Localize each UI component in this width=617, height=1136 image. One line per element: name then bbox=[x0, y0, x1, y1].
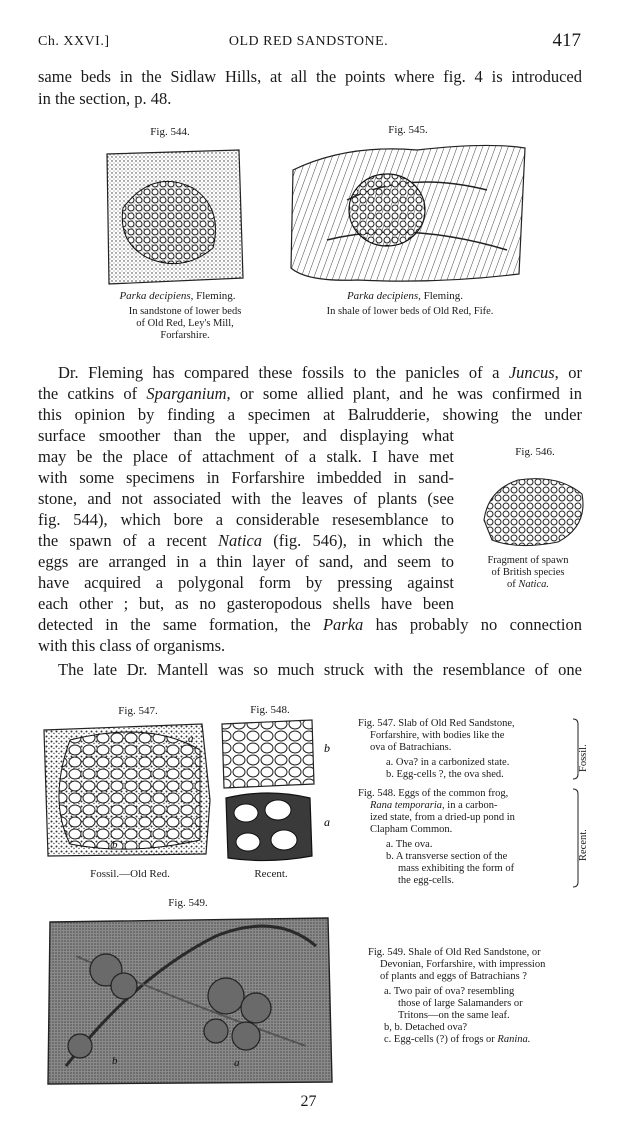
fig549-letter-a: a bbox=[234, 1057, 240, 1069]
text: the catkins of bbox=[38, 384, 147, 403]
text: , in a carbon- bbox=[442, 800, 498, 811]
caption-item bbox=[368, 1034, 586, 1046]
caption-item: b, b. Detached ova? bbox=[384, 1022, 468, 1033]
caption-line: of British species bbox=[491, 567, 565, 578]
page-number: 417 bbox=[552, 30, 581, 51]
caption-item: the egg-cells. bbox=[398, 875, 454, 886]
caption-item: b. Egg-cells ?, the ova shed. bbox=[386, 769, 504, 780]
caption-line: of Old Red, Ley's Mill, bbox=[136, 318, 234, 329]
fig547-letter-a: a bbox=[188, 733, 194, 745]
body-line bbox=[58, 362, 582, 383]
caption-item: those of large Salamanders or bbox=[398, 998, 523, 1009]
italic-term: Juncus bbox=[508, 363, 555, 382]
fig548-subtitle: Recent. bbox=[254, 868, 288, 880]
fig548-letter-b: b bbox=[324, 741, 330, 755]
fig544-illustration bbox=[103, 148, 245, 286]
running-header-chapter: Ch. XXVI.] bbox=[38, 34, 110, 49]
italic-term: Rana temporaria bbox=[370, 800, 443, 811]
body-line: have acquired a polygonal form by pressing against bbox=[38, 573, 454, 592]
fig548-letter-a: a bbox=[324, 815, 330, 829]
fig547-side-label: Fossil. bbox=[578, 744, 589, 772]
text: Dr. Fleming has compared these fossils to the panicles of a bbox=[58, 363, 509, 382]
fig547-label: Fig. 547. bbox=[118, 705, 158, 717]
fig544-caption-title bbox=[80, 290, 275, 302]
fig549-illustration bbox=[46, 916, 334, 1086]
body-line: with this class of organisms. bbox=[38, 636, 226, 655]
species-name: Parka decipiens bbox=[119, 290, 191, 302]
fig544-label: Fig. 544. bbox=[150, 126, 190, 138]
caption-line: Devonian, Forfarshire, with impression bbox=[380, 959, 546, 970]
body-line: with some specimens in Forfarshire imbedded in sand- bbox=[38, 468, 454, 487]
caption-line bbox=[466, 579, 590, 591]
fig545-label: Fig. 545. bbox=[388, 124, 428, 136]
fig546-illustration bbox=[478, 470, 590, 550]
fig547-caption bbox=[358, 718, 573, 781]
caption-item: a. Ova? in a carbonized state. bbox=[386, 757, 510, 768]
caption-line: Fragment of spawn bbox=[487, 555, 569, 566]
caption-line: Fig. 547. Slab of Old Red Sandstone, bbox=[358, 718, 515, 729]
species-author: , Fleming. bbox=[190, 290, 236, 302]
caption-line: Clapham Common. bbox=[370, 824, 453, 835]
fig547-subtitle: Fossil.—Old Red. bbox=[90, 868, 170, 880]
text: the spawn of a recent bbox=[38, 531, 219, 550]
caption-item: a. Two pair of ova? resembling bbox=[384, 986, 515, 997]
caption-line: ized state, from a dried-up pond in bbox=[370, 812, 515, 823]
body-line: stone, and not associated with the leaves of plants (see bbox=[38, 489, 454, 508]
text: c. Egg-cells (?) of frogs or bbox=[384, 1034, 498, 1045]
fig545-caption: In shale of lower beds of Old Red, Fife. bbox=[326, 306, 494, 317]
caption-item: mass exhibiting the form of bbox=[398, 863, 515, 874]
body-line bbox=[38, 614, 582, 635]
fig546-label: Fig. 546. bbox=[515, 446, 555, 458]
body-line: same beds in the Sidlaw Hills, at all the points where fig. 4 is introduced bbox=[38, 67, 582, 86]
body-line bbox=[38, 383, 582, 404]
text: , or some allied plant, and he was confirmed in bbox=[226, 384, 582, 403]
text: detected in the same formation, the bbox=[38, 615, 323, 634]
caption-line: of plants and eggs of Batrachians ? bbox=[380, 971, 527, 982]
fig547-letter-b: b bbox=[112, 839, 118, 851]
fig545-caption-title bbox=[300, 290, 510, 302]
species-name: Parka decipiens bbox=[346, 290, 419, 302]
caption-line bbox=[358, 800, 573, 812]
fig547-illustration bbox=[40, 720, 212, 858]
fig545-illustration bbox=[287, 140, 531, 286]
fig544-caption bbox=[105, 306, 265, 342]
species-author: , Fleming. bbox=[418, 290, 464, 302]
body-line: each other ; but, as no gasteropodous shells have been bbox=[38, 594, 454, 613]
body-line: The late Dr. Mantell was so much struck with the resemblance of one bbox=[58, 660, 582, 679]
text: , or bbox=[554, 363, 582, 382]
text: has probably no connection bbox=[363, 615, 582, 634]
caption-line: Fig. 549. Shale of Old Red Sandstone, or bbox=[368, 947, 541, 958]
italic-term: Sparganium bbox=[146, 384, 227, 403]
italic-term: Ranina. bbox=[497, 1034, 531, 1045]
body-line: eggs are arranged in a thin layer of sand, and seem to bbox=[38, 552, 454, 571]
caption-item: Tritons—on the same leaf. bbox=[398, 1010, 510, 1021]
fig549-label: Fig. 549. bbox=[168, 897, 208, 909]
body-line: this opinion by finding a specimen at Balrudderie, showing the under bbox=[38, 405, 582, 424]
body-line: surface smoother than the upper, and displaying what bbox=[38, 426, 454, 445]
fig549-caption bbox=[368, 947, 586, 1046]
signature-mark: 27 bbox=[300, 1093, 317, 1110]
fig546-caption bbox=[466, 555, 590, 591]
fig548-illustration bbox=[218, 718, 338, 864]
fig548-side-label: Recent. bbox=[578, 829, 589, 861]
caption-line: Fig. 548. Eggs of the common frog, bbox=[358, 788, 509, 799]
caption-line: ova of Batrachians. bbox=[370, 742, 452, 753]
running-header-title: OLD RED SANDSTONE. bbox=[228, 34, 389, 49]
body-line: fig. 544), which bore a considerable resesemblance to bbox=[38, 510, 454, 529]
body-line bbox=[38, 530, 454, 551]
caption-line: Forfarshire, with bodies like the bbox=[370, 730, 505, 741]
fig548-label: Fig. 548. bbox=[250, 704, 290, 716]
italic-term: Natica bbox=[218, 531, 263, 550]
italic-term: Natica. bbox=[518, 579, 549, 590]
caption-line: Forfarshire. bbox=[160, 330, 210, 341]
fig549-letter-b: b bbox=[112, 1055, 118, 1067]
italic-term: Parka bbox=[322, 615, 364, 634]
body-line: in the section, p. 48. bbox=[38, 89, 172, 108]
caption-item: a. The ova. bbox=[386, 839, 433, 850]
text: of bbox=[507, 579, 519, 590]
fig548-caption bbox=[358, 788, 573, 887]
caption-line: In sandstone of lower beds bbox=[128, 306, 242, 317]
text: (fig. 546), in which the bbox=[262, 531, 455, 550]
body-line: may be the place of attachment of a stalk. I have met bbox=[38, 447, 454, 466]
caption-item: b. A transverse section of the bbox=[386, 851, 508, 862]
